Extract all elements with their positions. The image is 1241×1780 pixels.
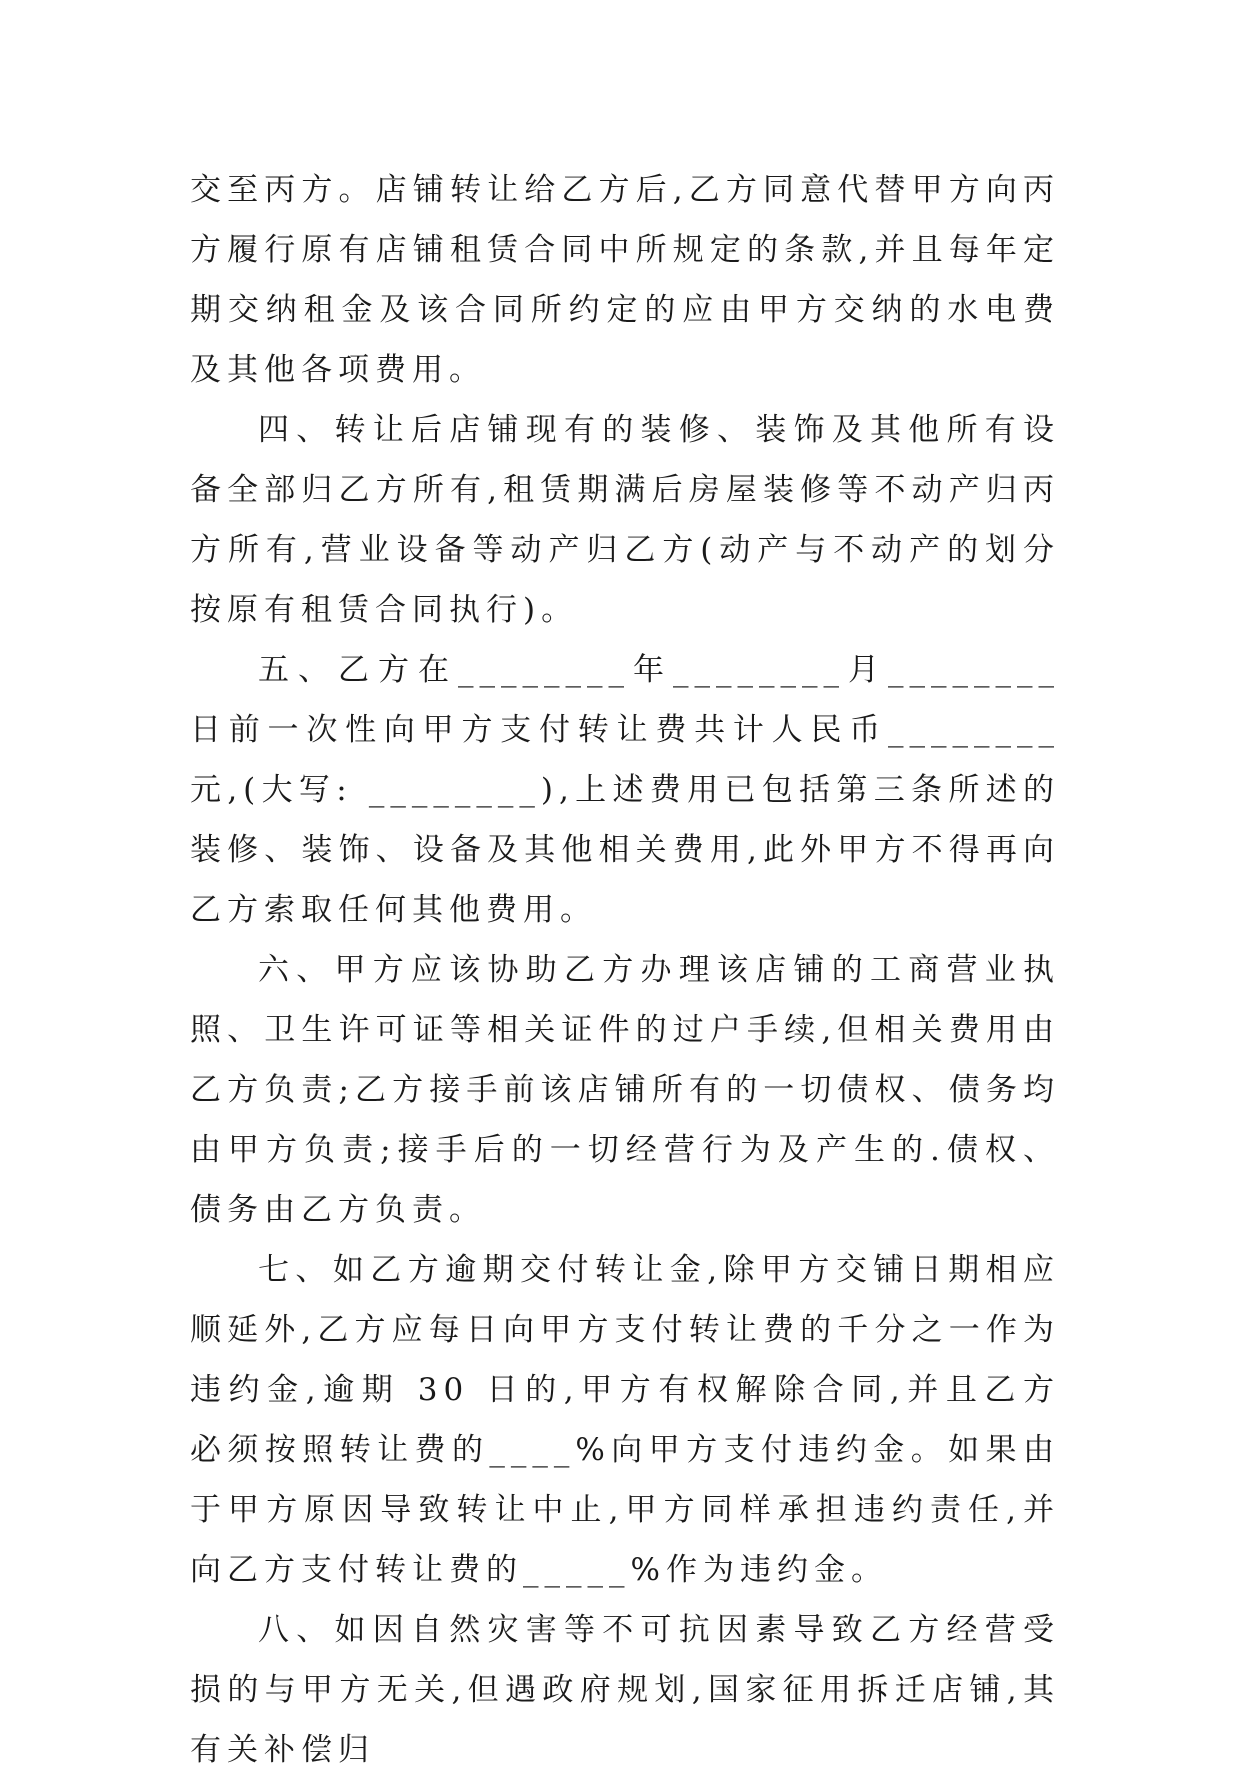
- paragraph-clause-5: 五、乙方在________年________月________日前一次性向甲方支付转让费共计人民币________元,(大写: ________),上述费用已包括第三条所述的装修、装饰、设备及其他相关费用,此外甲方不得再向乙方索取任何其他费用。: [190, 652, 1060, 928]
- document-body: [190, 160, 1060, 1780]
- paragraph-clause-7: 七、如乙方逾期交付转让金,除甲方交铺日期相应顺延外,乙方应每日向甲方支付转让费的千分之一作为违约金,逾期 30 日的,甲方有权解除合同,并且乙方必须按照转让费的____%向甲方支付违约金。如果由于甲方原因导致转让中止,甲方同样承担违约责任,并向乙方支付转让费的_____%作为违约金。: [190, 1252, 1060, 1588]
- paragraph-clause-4: 四、转让后店铺现有的装修、装饰及其他所有设备全部归乙方所有,租赁期满后房屋装修等不动产归丙方所有,营业设备等动产归乙方(动产与不动产的划分按原有租赁合同执行)。: [190, 412, 1060, 628]
- paragraph-clause-8: 八、如因自然灾害等不可抗因素导致乙方经营受损的与甲方无关,但遇政府规划,国家征用拆迁店铺,其有关补偿归: [190, 1612, 1060, 1768]
- paragraph-clause-3-continued: 交至丙方。店铺转让给乙方后,乙方同意代替甲方向丙方履行原有店铺租赁合同中所规定的条款,并且每年定期交纳租金及该合同所约定的应由甲方交纳的水电费及其他各项费用。: [190, 172, 1060, 388]
- paragraph-clause-6: 六、甲方应该协助乙方办理该店铺的工商营业执照、卫生许可证等相关证件的过户手续,但相关费用由乙方负责;乙方接手前该店铺所有的一切债权、债务均由甲方负责;接手后的一切经营行为及产生的.债权、债务由乙方负责。: [190, 952, 1060, 1228]
